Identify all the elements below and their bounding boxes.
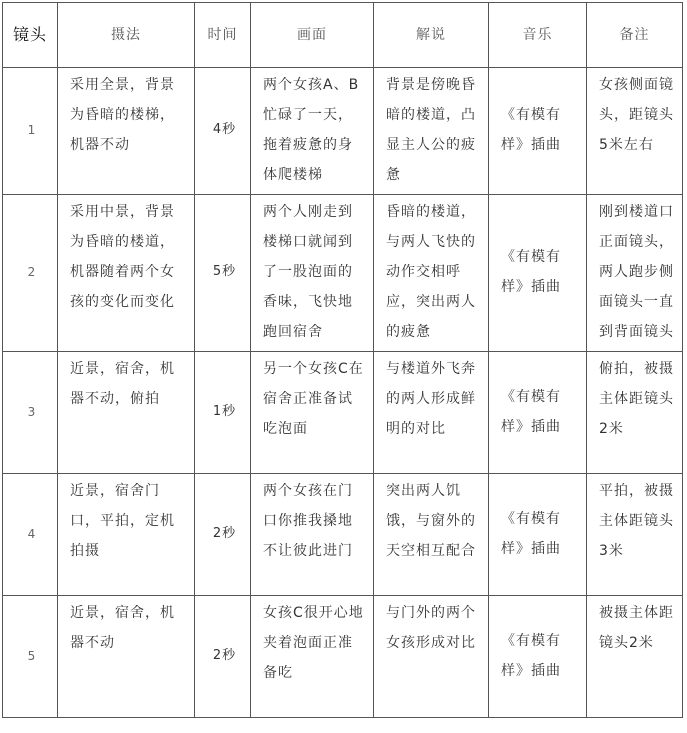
header-time: 时间	[195, 3, 251, 68]
cell-music: 《有模有样》插曲	[489, 596, 587, 718]
cell-music: 《有模有样》插曲	[489, 68, 587, 195]
cell-time: 4秒	[195, 68, 251, 195]
cell-technique: 近景，宿舍门口，平拍，定机拍摄	[58, 474, 195, 596]
cell-notes: 被摄主体距镜头2米	[587, 596, 683, 718]
header-shot: 镜头	[3, 3, 58, 68]
cell-narration: 背景是傍晚昏暗的楼道，凸显主人公的疲惫	[374, 68, 489, 195]
cell-scene: 另一个女孩C在宿舍正准备试吃泡面	[251, 352, 374, 474]
table-row	[3, 474, 683, 596]
storyboard-table	[2, 2, 683, 718]
cell-music: 《有模有样》插曲	[489, 352, 587, 474]
cell-shot-number: 1	[3, 68, 58, 195]
table-row	[3, 68, 683, 195]
header-notes: 备注	[587, 3, 683, 68]
cell-narration: 突出两人饥饿，与窗外的天空相互配合	[374, 474, 489, 596]
cell-notes: 平拍，被摄主体距镜头3米	[587, 474, 683, 596]
table-row	[3, 352, 683, 474]
cell-scene: 女孩C很开心地夹着泡面正准备吃	[251, 596, 374, 718]
cell-scene: 两个女孩在门口你推我搡地不让彼此进门	[251, 474, 374, 596]
cell-narration: 与门外的两个女孩形成对比	[374, 596, 489, 718]
cell-time: 1秒	[195, 352, 251, 474]
cell-time: 2秒	[195, 596, 251, 718]
cell-notes: 刚到楼道口正面镜头，两人跑步侧面镜头一直到背面镜头	[587, 195, 683, 352]
cell-time: 2秒	[195, 474, 251, 596]
cell-time: 5秒	[195, 195, 251, 352]
table-row	[3, 596, 683, 718]
cell-technique: 近景，宿舍，机器不动	[58, 596, 195, 718]
cell-narration: 与楼道外飞奔的两人形成鲜明的对比	[374, 352, 489, 474]
cell-technique: 近景，宿舍，机器不动，俯拍	[58, 352, 195, 474]
cell-technique: 采用全景，背景为昏暗的楼梯，机器不动	[58, 68, 195, 195]
header-music: 音乐	[489, 3, 587, 68]
cell-shot-number: 2	[3, 195, 58, 352]
cell-notes: 俯拍，被摄主体距镜头2米	[587, 352, 683, 474]
header-technique: 摄法	[58, 3, 195, 68]
cell-technique: 采用中景，背景为昏暗的楼道，机器随着两个女孩的变化而变化	[58, 195, 195, 352]
header-row	[3, 3, 683, 68]
cell-narration: 昏暗的楼道，与两人飞快的动作交相呼应，突出两人的疲惫	[374, 195, 489, 352]
cell-scene: 两个女孩A、B忙碌了一天，拖着疲惫的身体爬楼梯	[251, 68, 374, 195]
cell-shot-number: 3	[3, 352, 58, 474]
cell-scene: 两个人刚走到楼梯口就闻到了一股泡面的香味，飞快地跑回宿舍	[251, 195, 374, 352]
table-row	[3, 195, 683, 352]
cell-music: 《有模有样》插曲	[489, 474, 587, 596]
header-narration: 解说	[374, 3, 489, 68]
cell-shot-number: 5	[3, 596, 58, 718]
cell-notes: 女孩侧面镜头，距镜头5米左右	[587, 68, 683, 195]
header-scene: 画面	[251, 3, 374, 68]
cell-shot-number: 4	[3, 474, 58, 596]
cell-music: 《有模有样》插曲	[489, 195, 587, 352]
